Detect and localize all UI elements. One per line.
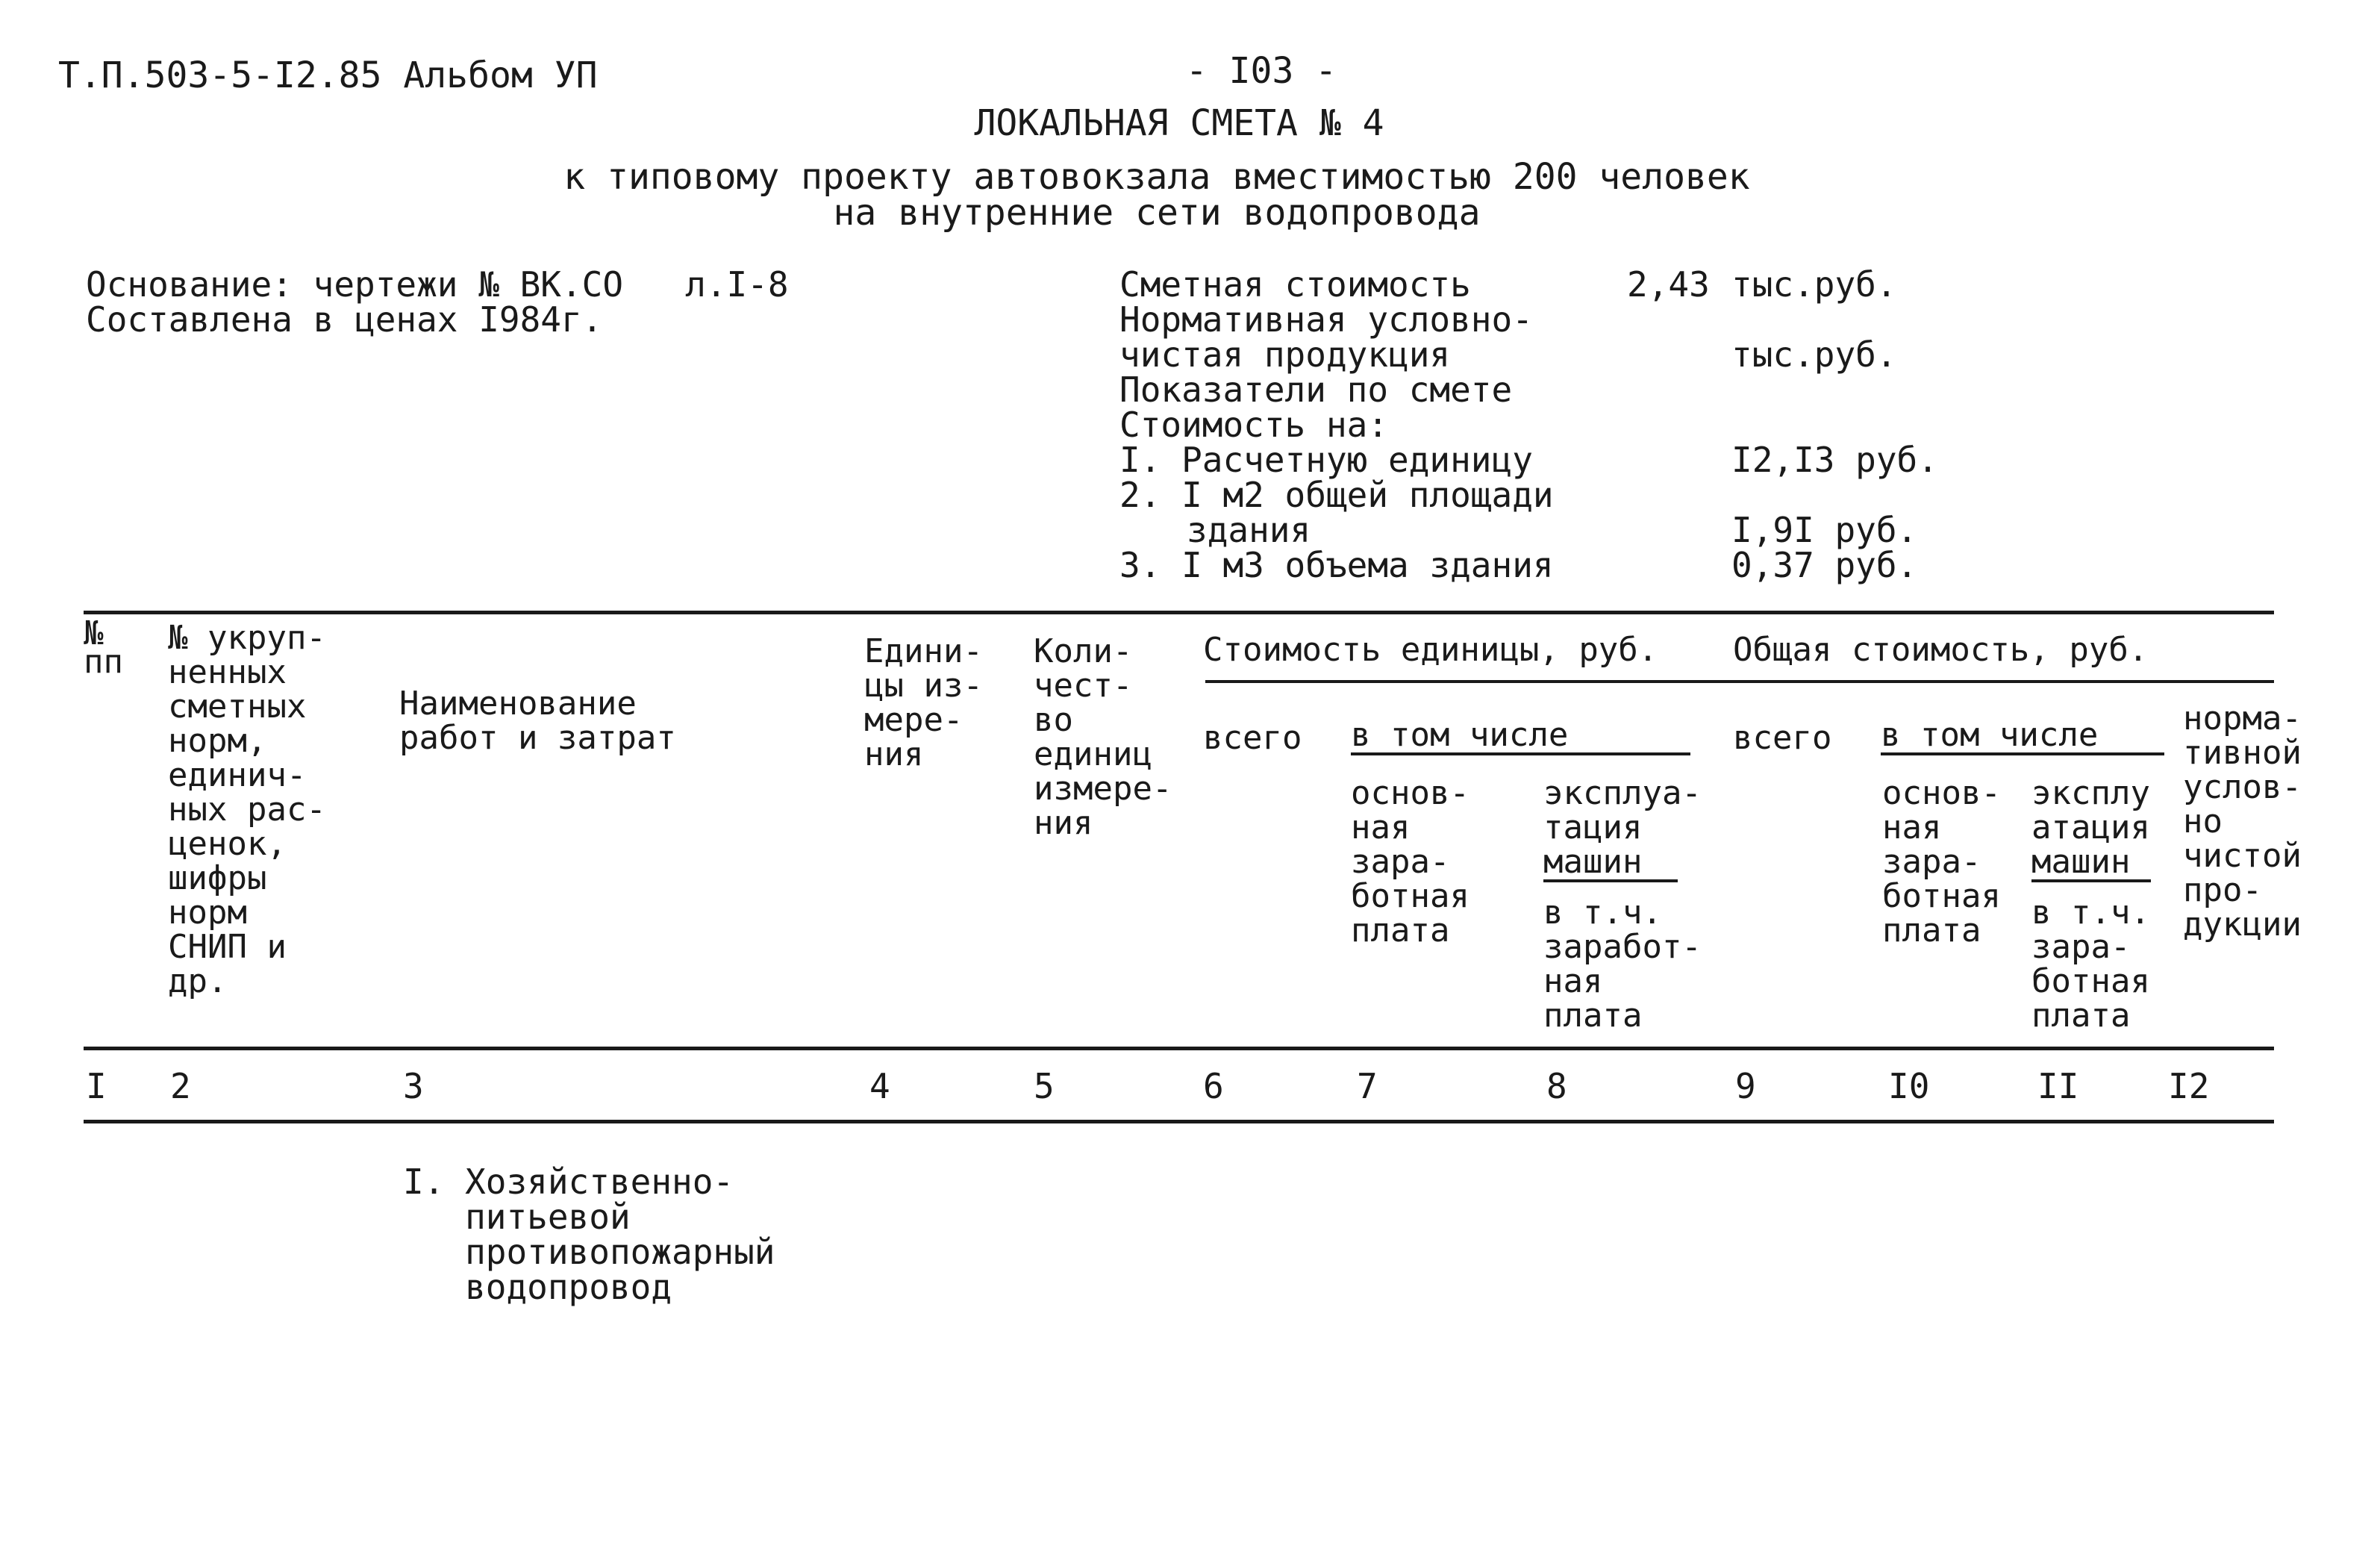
basis-prices: Составлена в ценах I984г. [86,299,603,340]
header-col10-base-wage: основ- ная зара- ботная плата [1882,774,2001,950]
summary-item1-label: I. Расчетную единицу [1119,440,1533,480]
column-number: 5 [1034,1066,1055,1106]
summary-item2-label-2: здания [1187,510,1311,550]
estimate-subtitle-line2: на внутренние сети водопровода [833,192,1481,234]
document-code: Т.П.503-5-I2.85 Альбом УП [58,54,598,96]
column-numbers-bottom-rule [84,1120,2274,1123]
column-number: II [2037,1066,2079,1106]
column-number: 3 [403,1066,424,1106]
summary-item2-label-1: 2. I м2 общей площади [1119,475,1554,515]
table-top-rule [84,611,2274,614]
column-number: I0 [1888,1066,1930,1106]
header-col1-number: № пп [84,614,123,681]
header-col9-total: всего [1733,719,1832,757]
summary-norm-label-1: Нормативная условно- [1119,299,1533,340]
basis-drawings: Основание: чертежи № ВК.СО л.I-8 [86,264,789,305]
summary-cost-on-label: Стоимость на: [1119,405,1389,445]
summary-cost-value: 2,43 [1627,264,1710,305]
header-including-1 [1351,718,1690,755]
section-title: I. Хозяйственно- питьевой противопожарный водопровод [403,1162,775,1307]
column-number: 7 [1357,1066,1378,1106]
summary-indicators-label: Показатели по смете [1119,370,1513,410]
summary-item2-value: I,9I руб. [1731,510,1918,550]
header-col11-machines-underlined [2031,845,2151,882]
column-number: 4 [869,1066,890,1106]
header-col6-total: всего [1203,719,1302,757]
header-col3-name: Наименование работ и затрат [399,685,676,757]
column-number: 9 [1735,1066,1756,1106]
column-number: I [86,1066,107,1106]
header-col11-machines: эксплу атация [2031,774,2150,847]
header-including-2 [1881,718,2164,755]
column-number: 8 [1546,1066,1567,1106]
header-col5-quantity: Коли- чест- во единиц измере- ния [1034,632,1172,842]
header-col11-machines-word: машин [2031,845,2151,882]
column-number: 2 [170,1066,191,1106]
summary-item1-value: I2,I3 руб. [1731,440,1938,480]
summary-item3-label: 3. I м3 объема здания [1119,545,1554,585]
header-col11-machines-wage: в т.ч. зара- ботная плата [2031,894,2150,1035]
column-number: 6 [1203,1066,1224,1106]
summary-cost-unit: тыс.руб. [1731,264,1897,305]
header-including-2-text: в том числе [1881,718,2164,755]
header-bottom-rule [84,1047,2274,1050]
estimate-title: ЛОКАЛЬНАЯ СМЕТА № 4 [974,102,1384,144]
header-including-1-text: в том числе [1351,718,1690,755]
header-unit-cost-group: Стоимость единицы, руб. [1203,631,1658,669]
summary-cost-label: Сметная стоимость [1119,264,1471,305]
page-number: - I03 - [1185,50,1337,92]
header-total-cost-group: Общая стоимость, руб. [1733,631,2149,669]
column-number: I2 [2168,1066,2210,1106]
header-col8-machines: эксплуа- тация [1543,774,1702,847]
header-col7-base-wage: основ- ная зара- ботная плата [1351,774,1469,950]
header-col2-norms: № укруп- ненных сметных норм, единич- ных рас- ценок, шифры норм СНИП и др. [168,619,326,1000]
summary-norm-label-2: чистая продукция [1119,334,1451,375]
header-col8-machines-underlined [1543,845,1678,882]
summary-item3-value: 0,37 руб. [1731,545,1918,585]
header-col8-machines-wage: в т.ч. заработ- ная плата [1543,894,1702,1035]
summary-norm-unit: тыс.руб. [1731,334,1897,375]
estimate-subtitle-line1: к типовому проекту автовокзала вместимостью 200 человек [563,156,1750,198]
group-divider-rule [1205,680,2274,683]
header-col8-machines-word: машин [1543,845,1678,882]
header-col4-units: Едини- цы из- мере- ния [864,632,983,773]
header-col12-norm-product: норма- тивной услов- но чистой про- дукции [2183,699,2302,944]
